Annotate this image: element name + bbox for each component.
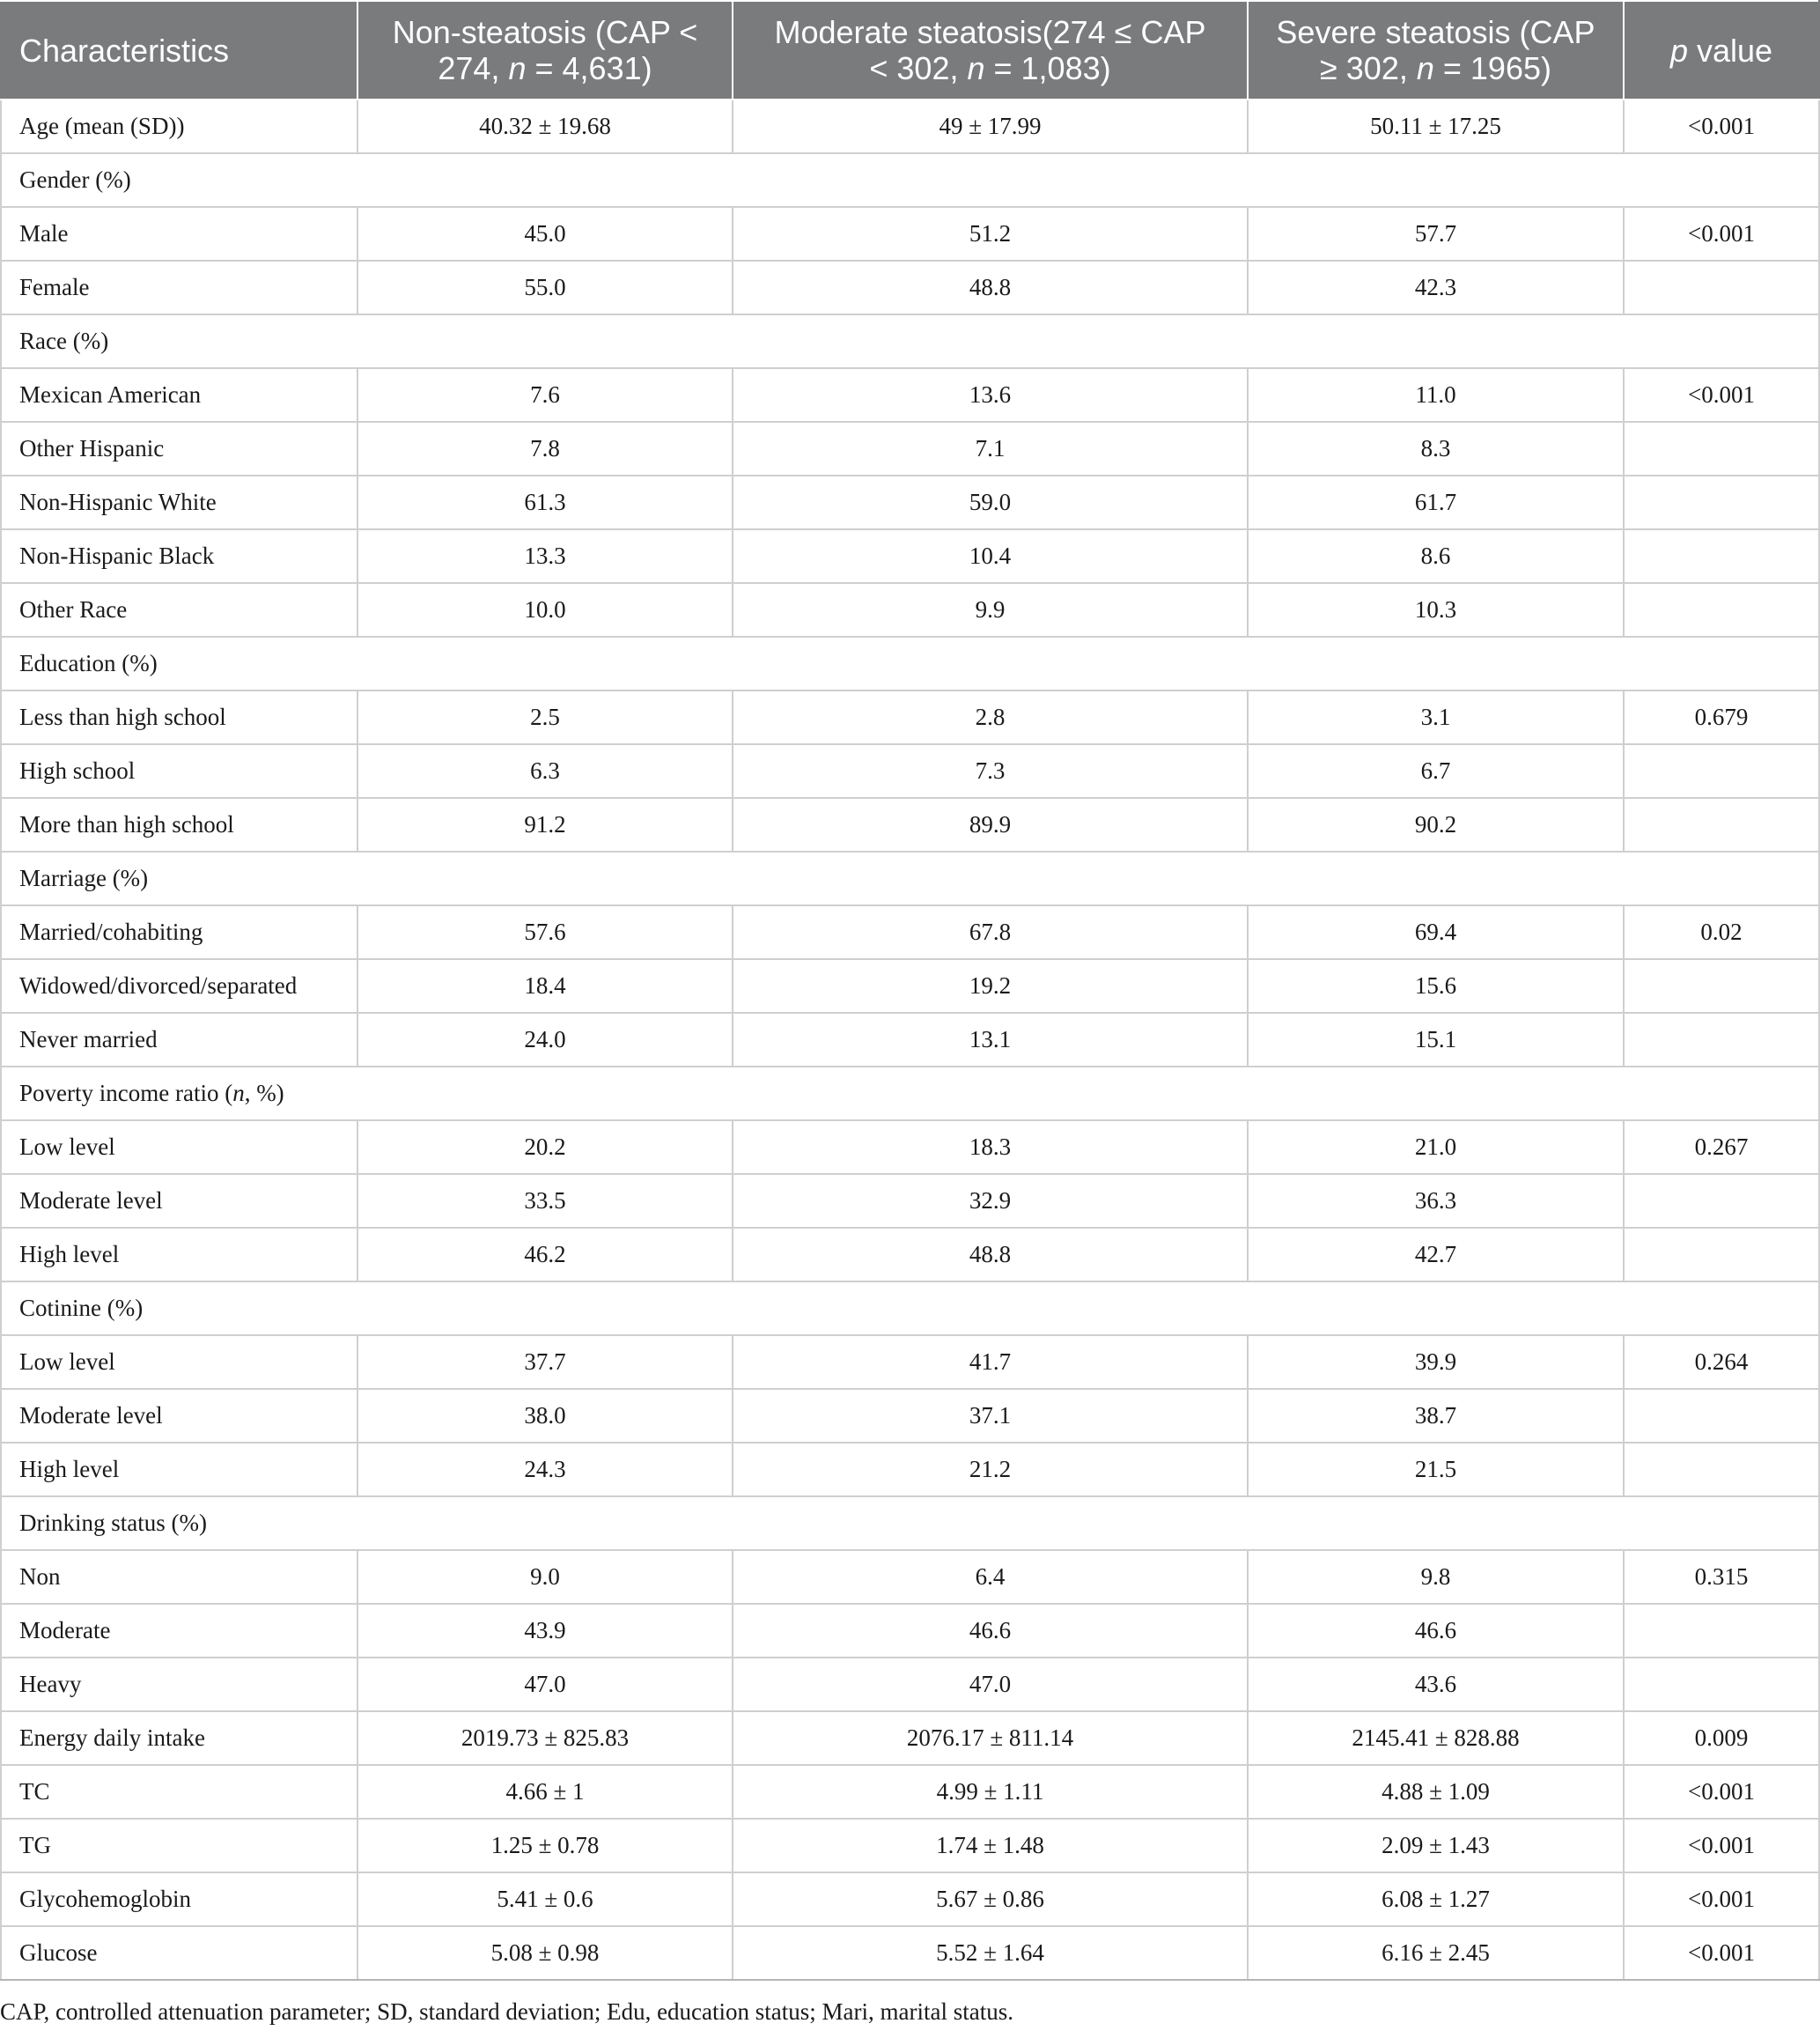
p-value-cell: <0.001	[1624, 100, 1819, 153]
severe-steatosis-cell: 15.1	[1248, 1013, 1624, 1067]
moderate-steatosis-cell: 4.99 ± 1.11	[733, 1765, 1248, 1819]
table-row	[1, 583, 1819, 637]
non-steatosis-cell: 55.0	[357, 261, 733, 314]
row-label: Energy daily intake	[1, 1711, 357, 1765]
section-label: Marriage (%)	[1, 852, 1819, 905]
non-steatosis-cell: 24.3	[357, 1443, 733, 1496]
severe-steatosis-cell: 39.9	[1248, 1335, 1624, 1389]
row-label: Non	[1, 1550, 357, 1604]
row-label: Low level	[1, 1120, 357, 1174]
moderate-steatosis-cell: 5.52 ± 1.64	[733, 1926, 1248, 1980]
moderate-steatosis-cell: 48.8	[733, 1228, 1248, 1281]
table-row	[1, 476, 1819, 529]
severe-steatosis-cell: 42.7	[1248, 1228, 1624, 1281]
p-value-cell	[1624, 1658, 1819, 1711]
severe-steatosis-cell: 90.2	[1248, 798, 1624, 852]
severe-steatosis-cell: 43.6	[1248, 1658, 1624, 1711]
table-row	[1, 1604, 1819, 1658]
severe-steatosis-cell: 61.7	[1248, 476, 1624, 529]
severe-steatosis-cell: 8.3	[1248, 422, 1624, 476]
severe-steatosis-cell: 2145.41 ± 828.88	[1248, 1711, 1624, 1765]
p-value-cell	[1624, 261, 1819, 314]
header-non-steatosis: Non-steatosis (CAP < 274, n = 4,631)	[357, 1, 733, 100]
p-value-cell	[1624, 529, 1819, 583]
table-body	[1, 100, 1819, 1980]
moderate-steatosis-cell: 18.3	[733, 1120, 1248, 1174]
row-label: Less than high school	[1, 690, 357, 744]
p-value-cell	[1624, 744, 1819, 798]
table-row	[1, 1013, 1819, 1067]
p-value-cell	[1624, 1604, 1819, 1658]
p-value-cell: <0.001	[1624, 1819, 1819, 1872]
p-value-cell: 0.02	[1624, 905, 1819, 959]
p-value-cell	[1624, 1013, 1819, 1067]
row-label: Glucose	[1, 1926, 357, 1980]
section-label: Poverty income ratio (n, %)	[1, 1067, 1819, 1120]
moderate-steatosis-cell: 7.3	[733, 744, 1248, 798]
moderate-steatosis-cell: 13.6	[733, 368, 1248, 422]
severe-steatosis-cell: 8.6	[1248, 529, 1624, 583]
moderate-steatosis-cell: 89.9	[733, 798, 1248, 852]
p-value-cell: <0.001	[1624, 368, 1819, 422]
row-label: Mexican American	[1, 368, 357, 422]
severe-steatosis-cell: 6.7	[1248, 744, 1624, 798]
moderate-steatosis-cell: 59.0	[733, 476, 1248, 529]
severe-steatosis-cell: 69.4	[1248, 905, 1624, 959]
non-steatosis-cell: 47.0	[357, 1658, 733, 1711]
row-label: TC	[1, 1765, 357, 1819]
moderate-steatosis-cell: 67.8	[733, 905, 1248, 959]
row-label: Heavy	[1, 1658, 357, 1711]
severe-steatosis-cell: 15.6	[1248, 959, 1624, 1013]
non-steatosis-cell: 9.0	[357, 1550, 733, 1604]
severe-steatosis-cell: 50.11 ± 17.25	[1248, 100, 1624, 153]
moderate-steatosis-cell: 7.1	[733, 422, 1248, 476]
header-severe-steatosis: Severe steatosis (CAP ≥ 302, n = 1965)	[1248, 1, 1624, 100]
row-label: Age (mean (SD))	[1, 100, 357, 153]
non-steatosis-cell: 7.8	[357, 422, 733, 476]
non-steatosis-cell: 10.0	[357, 583, 733, 637]
moderate-steatosis-cell: 48.8	[733, 261, 1248, 314]
table-row	[1, 1335, 1819, 1389]
moderate-steatosis-cell: 5.67 ± 0.86	[733, 1872, 1248, 1926]
severe-steatosis-cell: 38.7	[1248, 1389, 1624, 1443]
non-steatosis-cell: 37.7	[357, 1335, 733, 1389]
row-label: Married/cohabiting	[1, 905, 357, 959]
table-row	[1, 368, 1819, 422]
header-p-value: p value	[1624, 1, 1819, 100]
row-label: Widowed/divorced/separated	[1, 959, 357, 1013]
row-label: Other Race	[1, 583, 357, 637]
moderate-steatosis-cell: 37.1	[733, 1389, 1248, 1443]
p-value-cell: <0.001	[1624, 1872, 1819, 1926]
severe-steatosis-cell: 57.7	[1248, 207, 1624, 261]
p-value-cell: 0.679	[1624, 690, 1819, 744]
table-row	[1, 1550, 1819, 1604]
p-value-cell	[1624, 798, 1819, 852]
p-value-cell	[1624, 1174, 1819, 1228]
non-steatosis-cell: 20.2	[357, 1120, 733, 1174]
severe-steatosis-cell: 4.88 ± 1.09	[1248, 1765, 1624, 1819]
non-steatosis-cell: 43.9	[357, 1604, 733, 1658]
moderate-steatosis-cell: 47.0	[733, 1658, 1248, 1711]
section-label: Gender (%)	[1, 153, 1819, 207]
severe-steatosis-cell: 3.1	[1248, 690, 1624, 744]
table-row	[1, 261, 1819, 314]
table-row	[1, 905, 1819, 959]
p-value-cell: 0.009	[1624, 1711, 1819, 1765]
table-row	[1, 422, 1819, 476]
moderate-steatosis-cell: 49 ± 17.99	[733, 100, 1248, 153]
p-value-cell: <0.001	[1624, 1765, 1819, 1819]
section-row	[1, 153, 1819, 207]
table-row	[1, 1711, 1819, 1765]
severe-steatosis-cell: 42.3	[1248, 261, 1624, 314]
section-row	[1, 314, 1819, 368]
non-steatosis-cell: 91.2	[357, 798, 733, 852]
header-row	[1, 1, 1819, 100]
severe-steatosis-cell: 10.3	[1248, 583, 1624, 637]
moderate-steatosis-cell: 46.6	[733, 1604, 1248, 1658]
non-steatosis-cell: 5.08 ± 0.98	[357, 1926, 733, 1980]
row-label: Non-Hispanic White	[1, 476, 357, 529]
section-row	[1, 1496, 1819, 1550]
non-steatosis-cell: 6.3	[357, 744, 733, 798]
row-label: High level	[1, 1228, 357, 1281]
p-value-cell: 0.315	[1624, 1550, 1819, 1604]
non-steatosis-cell: 24.0	[357, 1013, 733, 1067]
non-steatosis-cell: 7.6	[357, 368, 733, 422]
non-steatosis-cell: 46.2	[357, 1228, 733, 1281]
row-label: Moderate level	[1, 1389, 357, 1443]
section-label: Education (%)	[1, 637, 1819, 690]
moderate-steatosis-cell: 6.4	[733, 1550, 1248, 1604]
table-row	[1, 1443, 1819, 1496]
non-steatosis-cell: 2019.73 ± 825.83	[357, 1711, 733, 1765]
severe-steatosis-cell: 11.0	[1248, 368, 1624, 422]
non-steatosis-cell: 18.4	[357, 959, 733, 1013]
non-steatosis-cell: 40.32 ± 19.68	[357, 100, 733, 153]
table-row	[1, 1120, 1819, 1174]
severe-steatosis-cell: 46.6	[1248, 1604, 1624, 1658]
row-label: Low level	[1, 1335, 357, 1389]
row-label: Non-Hispanic Black	[1, 529, 357, 583]
non-steatosis-cell: 33.5	[357, 1174, 733, 1228]
table-row	[1, 529, 1819, 583]
section-row	[1, 1281, 1819, 1335]
p-value-cell: 0.264	[1624, 1335, 1819, 1389]
section-label: Drinking status (%)	[1, 1496, 1819, 1550]
non-steatosis-cell: 4.66 ± 1	[357, 1765, 733, 1819]
non-steatosis-cell: 38.0	[357, 1389, 733, 1443]
header-moderate-steatosis: Moderate steatosis(274 ≤ CAP < 302, n = 1,083)	[733, 1, 1248, 100]
moderate-steatosis-cell: 41.7	[733, 1335, 1248, 1389]
non-steatosis-cell: 2.5	[357, 690, 733, 744]
severe-steatosis-cell: 2.09 ± 1.43	[1248, 1819, 1624, 1872]
severe-steatosis-cell: 6.08 ± 1.27	[1248, 1872, 1624, 1926]
table-row	[1, 1819, 1819, 1872]
table-row	[1, 798, 1819, 852]
p-value-cell	[1624, 959, 1819, 1013]
moderate-steatosis-cell: 9.9	[733, 583, 1248, 637]
row-label: High school	[1, 744, 357, 798]
section-row	[1, 852, 1819, 905]
table-row	[1, 1926, 1819, 1980]
non-steatosis-cell: 13.3	[357, 529, 733, 583]
row-label: Moderate level	[1, 1174, 357, 1228]
table-row	[1, 1389, 1819, 1443]
p-value-cell	[1624, 422, 1819, 476]
non-steatosis-cell: 45.0	[357, 207, 733, 261]
row-label: High level	[1, 1443, 357, 1496]
p-value-cell: <0.001	[1624, 207, 1819, 261]
row-label: Other Hispanic	[1, 422, 357, 476]
header-characteristics: Characteristics	[1, 1, 357, 100]
severe-steatosis-cell: 9.8	[1248, 1550, 1624, 1604]
table-row	[1, 207, 1819, 261]
section-label: Race (%)	[1, 314, 1819, 368]
p-value-cell	[1624, 583, 1819, 637]
severe-steatosis-cell: 21.5	[1248, 1443, 1624, 1496]
table-row	[1, 1228, 1819, 1281]
severe-steatosis-cell: 36.3	[1248, 1174, 1624, 1228]
row-label: More than high school	[1, 798, 357, 852]
table-row	[1, 690, 1819, 744]
row-label: Moderate	[1, 1604, 357, 1658]
table-row	[1, 100, 1819, 153]
moderate-steatosis-cell: 10.4	[733, 529, 1248, 583]
table-row	[1, 1765, 1819, 1819]
table-row	[1, 1174, 1819, 1228]
moderate-steatosis-cell: 21.2	[733, 1443, 1248, 1496]
moderate-steatosis-cell: 32.9	[733, 1174, 1248, 1228]
table-row	[1, 1658, 1819, 1711]
section-label: Cotinine (%)	[1, 1281, 1819, 1335]
row-label: Never married	[1, 1013, 357, 1067]
moderate-steatosis-cell: 51.2	[733, 207, 1248, 261]
table-row	[1, 744, 1819, 798]
table-row	[1, 1872, 1819, 1926]
moderate-steatosis-cell: 13.1	[733, 1013, 1248, 1067]
section-row	[1, 637, 1819, 690]
row-label: Female	[1, 261, 357, 314]
p-value-cell	[1624, 1228, 1819, 1281]
p-value-cell	[1624, 1389, 1819, 1443]
non-steatosis-cell: 61.3	[357, 476, 733, 529]
p-value-cell	[1624, 1443, 1819, 1496]
moderate-steatosis-cell: 1.74 ± 1.48	[733, 1819, 1248, 1872]
table-row	[1, 959, 1819, 1013]
moderate-steatosis-cell: 2076.17 ± 811.14	[733, 1711, 1248, 1765]
row-label: Glycohemoglobin	[1, 1872, 357, 1926]
non-steatosis-cell: 5.41 ± 0.6	[357, 1872, 733, 1926]
p-value-cell: <0.001	[1624, 1926, 1819, 1980]
non-steatosis-cell: 57.6	[357, 905, 733, 959]
p-value-cell	[1624, 476, 1819, 529]
row-label: TG	[1, 1819, 357, 1872]
moderate-steatosis-cell: 19.2	[733, 959, 1248, 1013]
row-label: Male	[1, 207, 357, 261]
p-value-cell: 0.267	[1624, 1120, 1819, 1174]
moderate-steatosis-cell: 2.8	[733, 690, 1248, 744]
table-footnote: CAP, controlled attenuation parameter; SD, standard deviation; Edu, education status; Mari, marital status.	[0, 1998, 1013, 2025]
section-row	[1, 1067, 1819, 1120]
severe-steatosis-cell: 6.16 ± 2.45	[1248, 1926, 1624, 1980]
non-steatosis-cell: 1.25 ± 0.78	[357, 1819, 733, 1872]
severe-steatosis-cell: 21.0	[1248, 1120, 1624, 1174]
